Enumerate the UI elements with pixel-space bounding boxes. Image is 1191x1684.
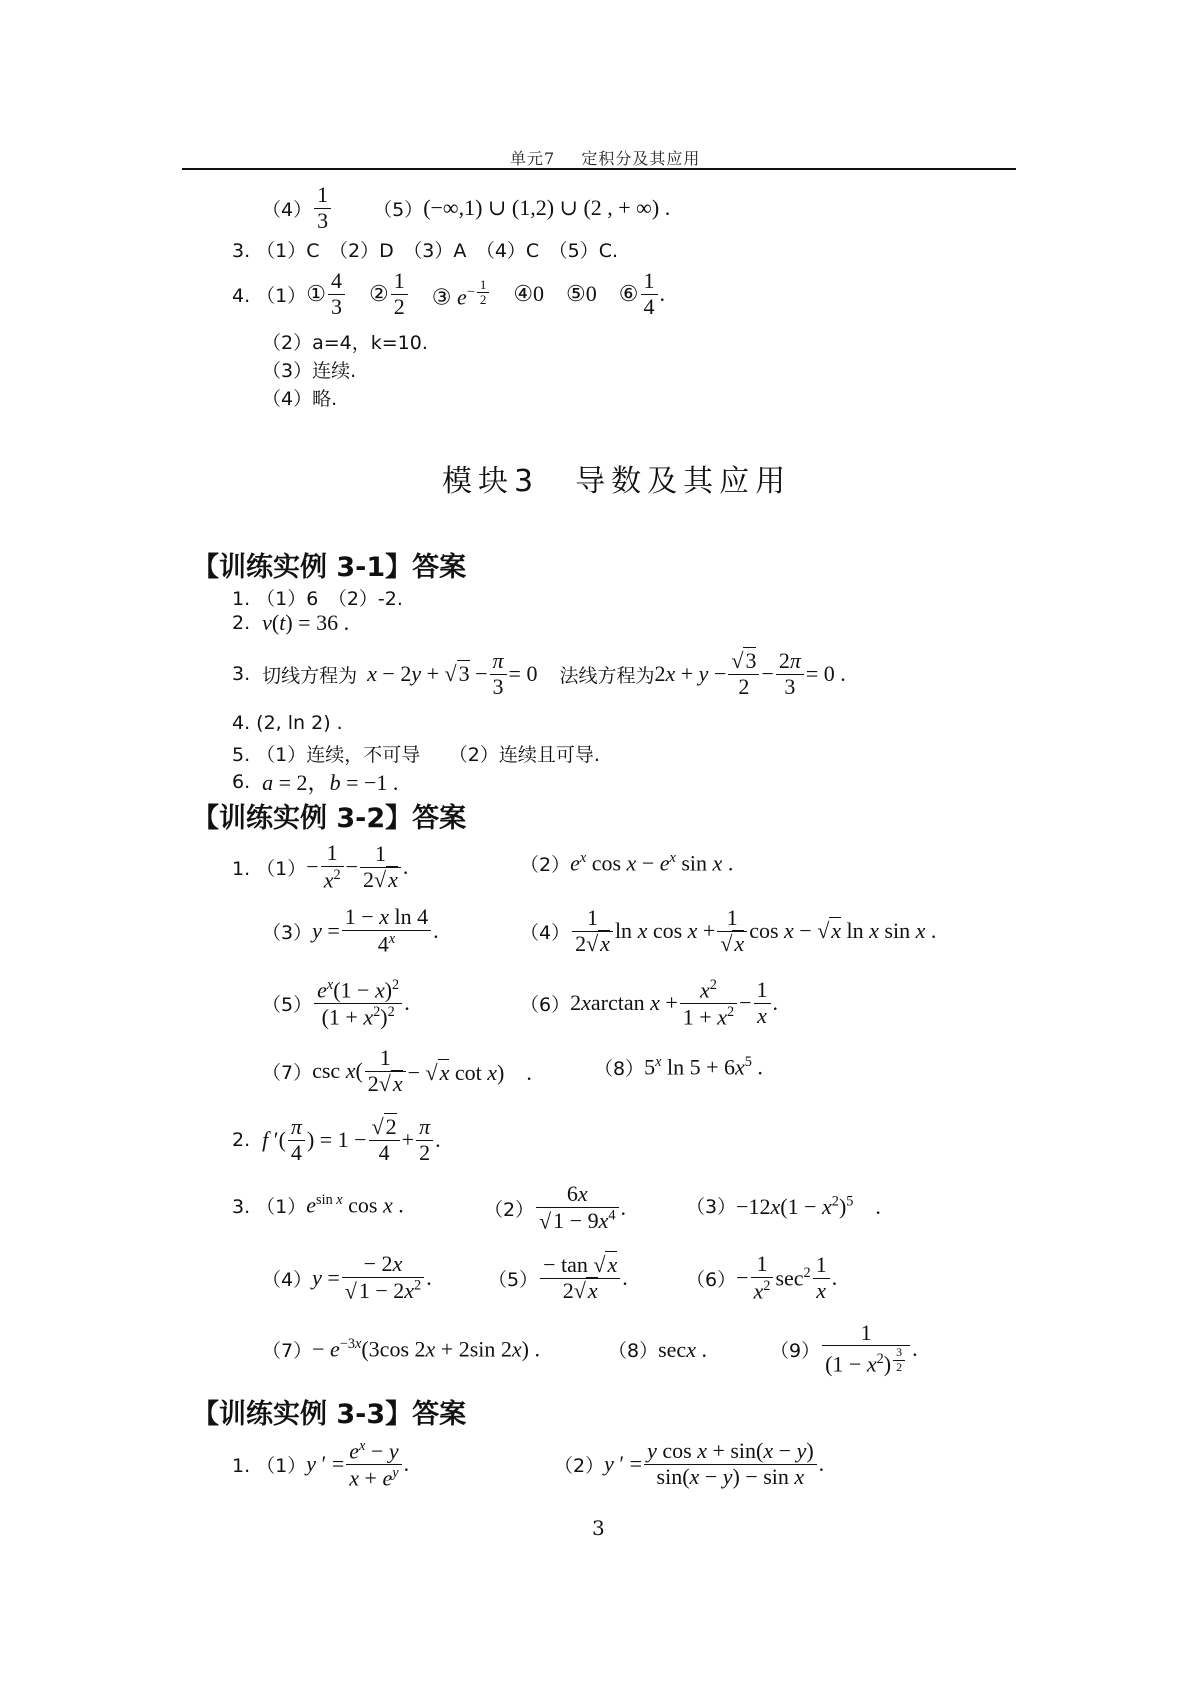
s2-3-7: （7） − $e^{-3x}(3\cos$ 2x + 2sin 2x) . (262, 1336, 540, 1362)
s1-item-1: 1. （1）6 （2）-2. (232, 588, 403, 610)
s2-3-5: （5） $\frac{- \tan √x}{2√x}$ . (488, 1251, 628, 1303)
header-title: 定积分及其应用 (581, 149, 701, 168)
s2-item-2: 2. f ′( $\frac{\pi}{4}$ ) = 1 − $\frac{√2}{4}$ + $\frac{\pi}{2}$ . (232, 1113, 441, 1165)
module-title: 模块3 导数及其应用 (442, 464, 792, 499)
s3-1-1: 1. （1） y ′ = $\frac{e^x - y}{x + e^y}$ . (232, 1437, 410, 1490)
s2-1-7: （7） csc x( $\frac{1}{2√x}$ − √x cot x) . (262, 1044, 532, 1096)
s2-1-5: （5） $\frac{e^x(1 - x)^2}{(1 + x^2)^2}$ . (262, 976, 410, 1029)
top-line-1 (262, 180, 670, 236)
s2-3-3: （3） $-12x(1 - x^2)^5$ . (686, 1193, 881, 1219)
s1-item-4: 4. (2, ln 2) . (232, 712, 343, 734)
s1-item-2: 2. v(t) = 36 . (232, 610, 350, 635)
s2-3-6: （6） − $\frac{1}{x^2}$ $\sec^2$ $\frac{1}{x}$ . (686, 1251, 838, 1304)
label-5: （5） (373, 198, 424, 221)
top-line-6: （4）略. (262, 388, 338, 410)
page-header (510, 146, 700, 169)
s2-1-1: 1. （1） − $\frac{1}{x^2}$ − $\frac{1}{2√x}$ . (232, 840, 409, 893)
s2-1-4: （4） $\frac{1}{2√x}$ ln x cos x + $\frac{1}{√x}$ cos x − √x ln x sin x . (520, 904, 937, 956)
fraction-1-3: $\frac{1}{3}$ (314, 183, 331, 233)
header-rule (182, 168, 1016, 170)
s2-3-4: （4） y = $\frac{- 2x}{√1 - 2x^2}$ . (262, 1251, 432, 1304)
top-line-2: 3. （1）C （2）D （3）A （4）C （5）C. (232, 240, 619, 262)
s1-item-5: 5. （1）连续，不可导 （2）连续且可导. (232, 744, 600, 766)
s2-1-6: （6） 2xarctan x + $\frac{x^2}{1 + x^2}$ − $\frac{1}{x}$ . (520, 976, 779, 1029)
top-line-3: 4. （1） ① $\frac{4}{3}$ ② $\frac{1}{2}$ ③ $e^{- \frac{1}{2}}$ ④0 ⑤0 ⑥ $\frac{1}{4}$ . (232, 267, 666, 319)
s1-item-3: 3. 切线方程为 x − 2y + √3 − $\frac{\pi}{3}$ = 0 法线方程为 2x + y − $\frac{√3}{2}$ − $\frac{2\pi}{3}$ = 0 . (232, 647, 846, 699)
s2-3-1: 3. （1） $e^{sin x}$ cos x . (232, 1192, 404, 1218)
top-line-5: （3）连续. (262, 360, 357, 382)
label-4: （4） (262, 198, 313, 221)
top-line-4: （2）a=4，k=10. (262, 332, 428, 354)
union-intervals: (−∞,1) ∪ (1,2) ∪ (2 , + ∞) . (423, 195, 671, 220)
item4-label: 4. （1） (232, 284, 307, 307)
s2-1-3: （3） y = $\frac{\text{1 − x ln 4}}{4^x}$ . (262, 904, 439, 957)
s1-item-6: 6. a = 2，b = −1 . (232, 770, 399, 795)
section-3-3-heading: 【训练实例 3-3】答案 (192, 1399, 467, 1430)
section-3-2-heading: 【训练实例 3-2】答案 (192, 803, 467, 834)
section-3-1-heading: 【训练实例 3-1】答案 (192, 552, 467, 583)
s2-3-9: （9） 1 $(1 - x^2)$ $^{\frac{3}{2}}$ . (770, 1319, 918, 1377)
s3-1-2: （2） y ′ = $\frac{\text{y cos x + sin(x − y)}}{\text{sin(x − y) − sin x}}$ . (554, 1437, 825, 1489)
s2-1-2: （2） $e^x$ $\cos x - e^x$ sin x . (520, 850, 734, 876)
page-number: 3 (592, 1516, 605, 1540)
s2-3-2: （2） $\frac{6x}{√1 - 9x^4}$ . (484, 1181, 627, 1234)
header-unit: 单元7 (510, 149, 556, 168)
s2-3-8: （8） secx . (608, 1336, 707, 1362)
s2-1-8: （8） 5$^x$ $\ln 5 + 6x^5$ . (594, 1054, 763, 1080)
